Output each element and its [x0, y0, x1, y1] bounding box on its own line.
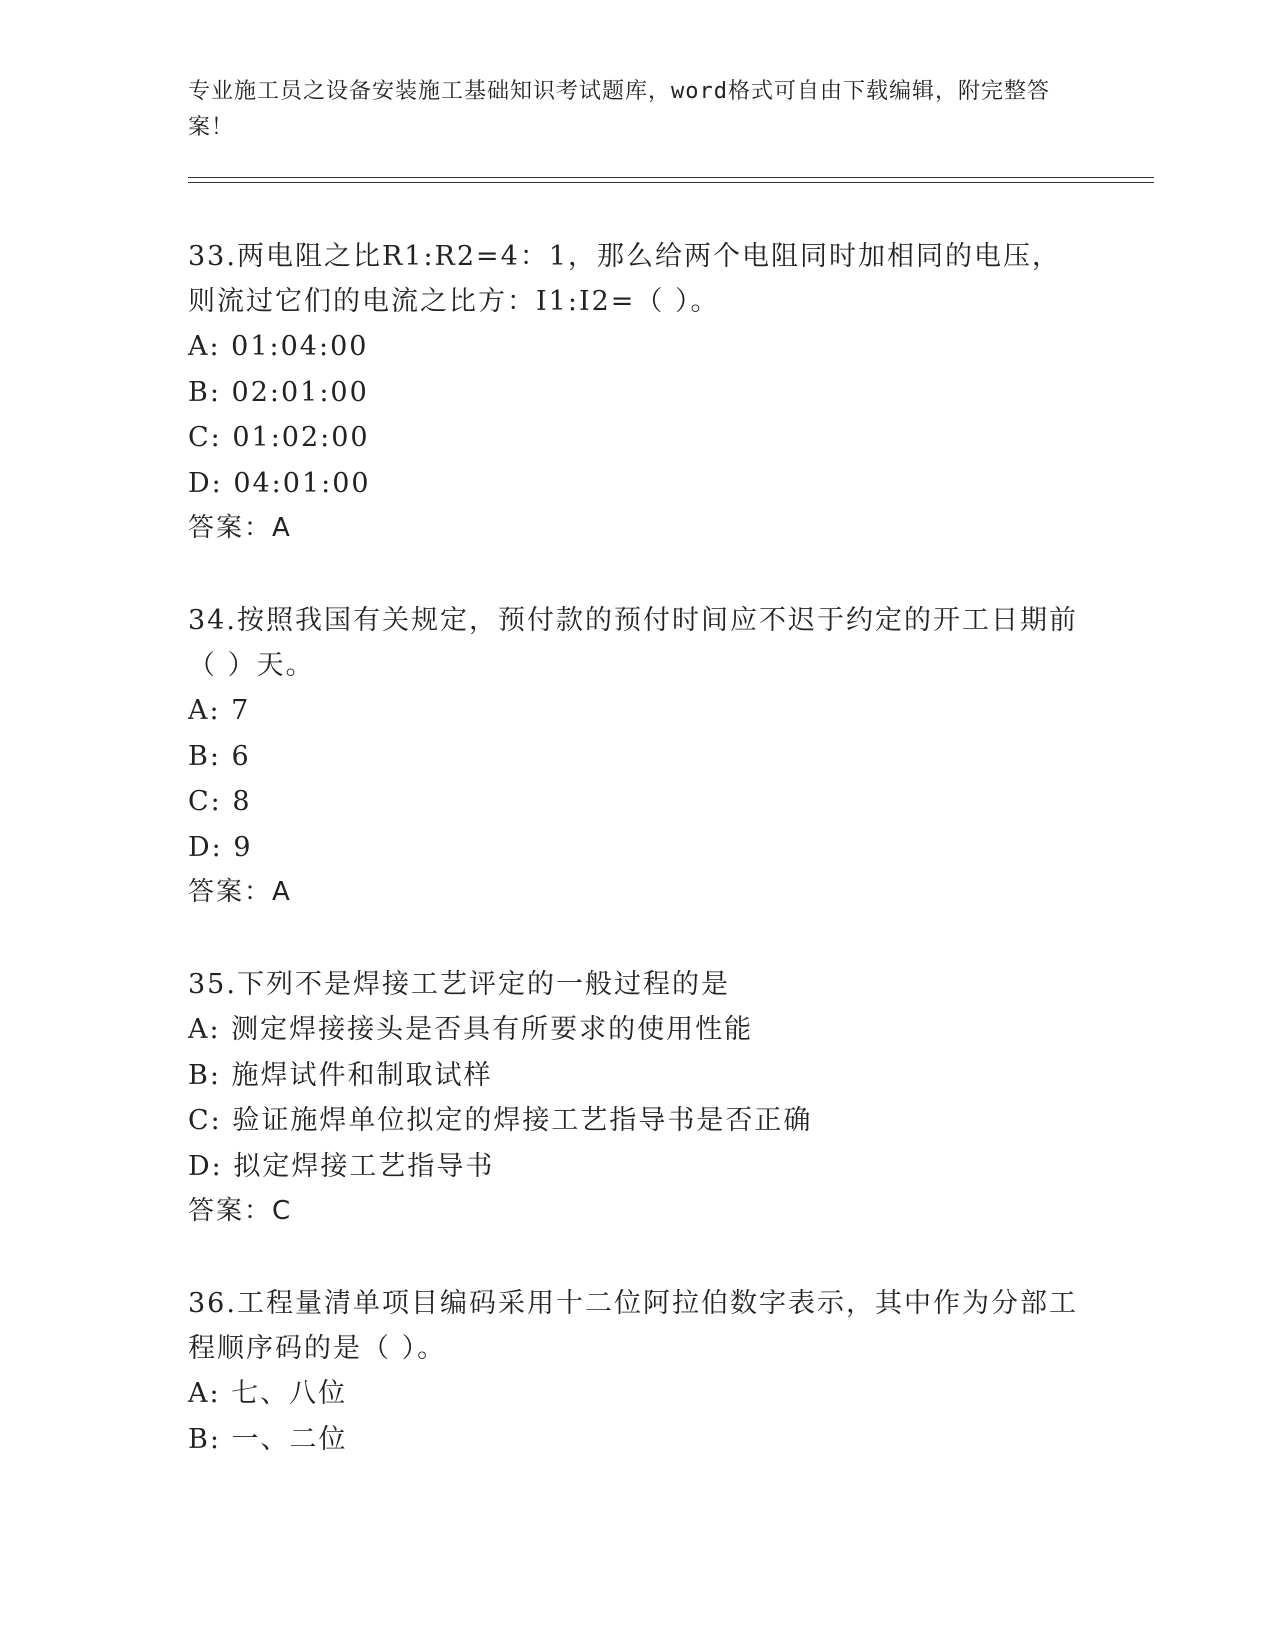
question-stem: 35.下列不是焊接工艺评定的一般过程的是 — [188, 969, 730, 1000]
answer-line: 答案：A — [188, 513, 292, 543]
option-a: A: 7 — [188, 695, 251, 726]
answer-line: 答案：A — [188, 877, 292, 907]
option-a: A: 七、八位 — [188, 1378, 348, 1409]
option-b: B: 施焊试件和制取试样 — [188, 1059, 493, 1091]
header-divider-top — [188, 177, 1154, 178]
question-35 — [188, 962, 1088, 1235]
option-b: B: 一、二位 — [188, 1423, 348, 1455]
option-a: A: 测定焊接接头是否具有所要求的使用性能 — [188, 1014, 754, 1045]
question-36 — [188, 1281, 1088, 1462]
option-d: D: 9 — [188, 831, 253, 863]
option-d: D: 拟定焊接工艺指导书 — [188, 1150, 495, 1182]
answer-line: 答案：C — [188, 1196, 293, 1226]
option-c: C: 8 — [188, 786, 252, 817]
option-c: C: 验证施焊单位拟定的焊接工艺指导书是否正确 — [188, 1105, 813, 1136]
question-stem: 33.两电阻之比R1:R2=4：1，那么给两个电阻同时加相同的电压，则流过它们的电流之比方：I1:I2=（ ）。 — [188, 241, 1062, 317]
option-a: A: 01:04:00 — [188, 331, 369, 362]
header-divider-bottom — [188, 182, 1154, 183]
question-34 — [188, 598, 1088, 916]
document-header: 专业施工员之设备安装施工基础知识考试题库，word格式可自由下载编辑，附完整答案！ — [188, 79, 1050, 140]
option-d: D: 04:01:00 — [188, 467, 371, 499]
option-b: B: 02:01:00 — [188, 376, 369, 408]
option-b: B: 6 — [188, 740, 251, 772]
option-c: C: 01:02:00 — [188, 422, 370, 453]
question-stem: 36.工程量清单项目编码采用十二位阿拉伯数字表示，其中作为分部工程顺序码的是（ ）。 — [188, 1288, 1078, 1364]
question-33 — [188, 234, 1088, 552]
question-stem: 34.按照我国有关规定，预付款的预付时间应不迟于约定的开工日期前（ ）天。 — [188, 605, 1078, 681]
